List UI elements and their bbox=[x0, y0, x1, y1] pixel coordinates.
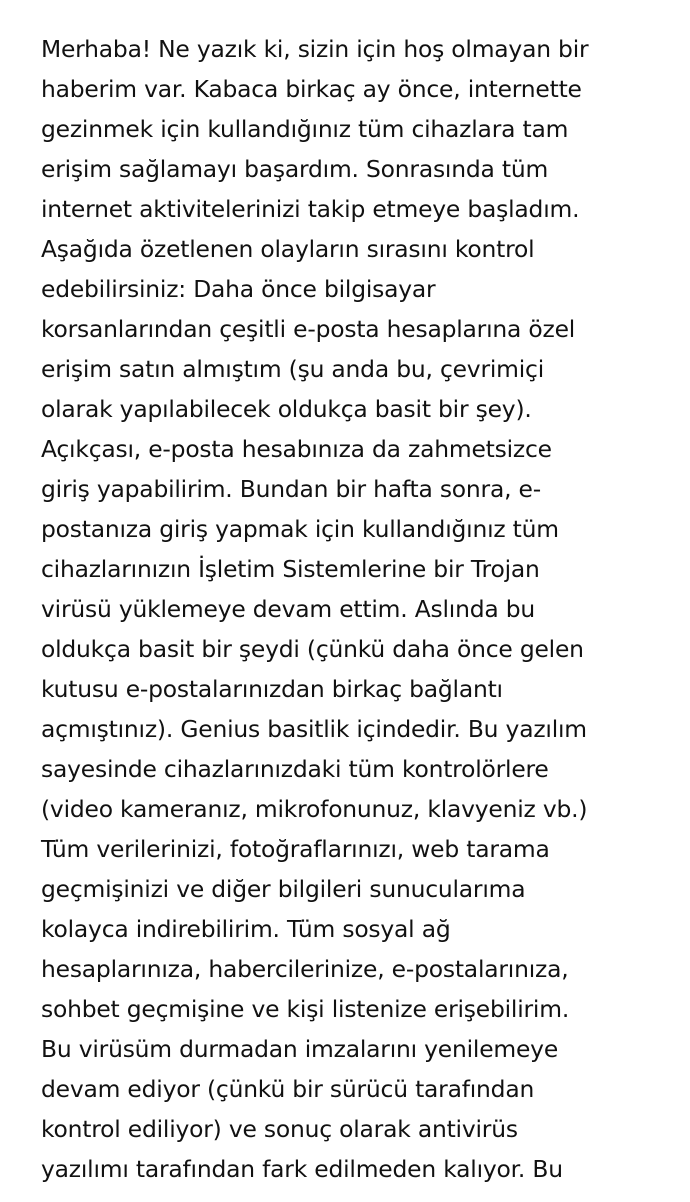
message-line: gezinmek için kullandığınız tüm cihazlara tam bbox=[41, 115, 569, 143]
message-line: hesaplarınıza, habercilerinize, e-postalarınıza, bbox=[41, 955, 569, 983]
message-line: devam ediyor (çünkü bir sürücü tarafından bbox=[41, 1075, 535, 1103]
message-line: korsanlarından çeşitli e-posta hesaplarına özel bbox=[41, 315, 576, 343]
message-line: kutusu e-postalarınızdan birkaç bağlantı bbox=[41, 675, 503, 703]
message-line: (video kameranız, mikrofonunuz, klavyeniz vb.) bbox=[41, 795, 588, 823]
message-line: olarak yapılabilecek oldukça basit bir şey). bbox=[41, 395, 532, 423]
message-line: kontrol ediliyor) ve sonuç olarak antivirüs bbox=[41, 1115, 518, 1143]
message-line: Bu virüsüm durmadan imzalarını yenilemeye bbox=[41, 1035, 559, 1063]
message-line: virüsü yüklemeye devam ettim. Aslında bu bbox=[41, 595, 535, 623]
message-line: oldukça basit bir şeydi (çünkü daha önce gelen bbox=[41, 635, 584, 663]
message-line: yazılımı tarafından fark edilmeden kalıyor. Bu bbox=[41, 1155, 563, 1183]
message-line: erişim sağlamayı başardım. Sonrasında tüm bbox=[41, 155, 549, 183]
message-line: postanıza giriş yapmak için kullandığınız tüm bbox=[41, 515, 559, 543]
message-line: edebilirsiniz: Daha önce bilgisayar bbox=[41, 275, 436, 303]
message-line: Merhaba! Ne yazık ki, sizin için hoş olmayan bir bbox=[41, 35, 589, 63]
message-line: haberim var. Kabaca birkaç ay önce, internette bbox=[41, 75, 582, 103]
message-line: cihazlarınızın İşletim Sistemlerine bir Trojan bbox=[41, 555, 540, 583]
message-line: Tüm verilerinizi, fotoğraflarınızı, web tarama bbox=[41, 835, 550, 863]
message-line: sayesinde cihazlarınızdaki tüm kontrolörlere bbox=[41, 755, 549, 783]
message-line: geçmişinizi ve diğer bilgileri sunucularıma bbox=[41, 875, 526, 903]
message-body bbox=[41, 29, 681, 1189]
message-line: giriş yapabilirim. Bundan bir hafta sonra, e- bbox=[41, 475, 541, 503]
message-line: kolayca indirebilirim. Tüm sosyal ağ bbox=[41, 915, 451, 943]
message-line: sohbet geçmişine ve kişi listenize erişebilirim. bbox=[41, 995, 570, 1023]
message-line: erişim satın almıştım (şu anda bu, çevrimiçi bbox=[41, 355, 544, 383]
message-line: internet aktivitelerinizi takip etmeye başladım. bbox=[41, 195, 580, 223]
message-line: Aşağıda özetlenen olayların sırasını kontrol bbox=[41, 235, 535, 263]
message-line: Açıkçası, e-posta hesabınıza da zahmetsizce bbox=[41, 435, 552, 463]
message-line: açmıştınız). Genius basitlik içindedir. Bu yazılım bbox=[41, 715, 587, 743]
